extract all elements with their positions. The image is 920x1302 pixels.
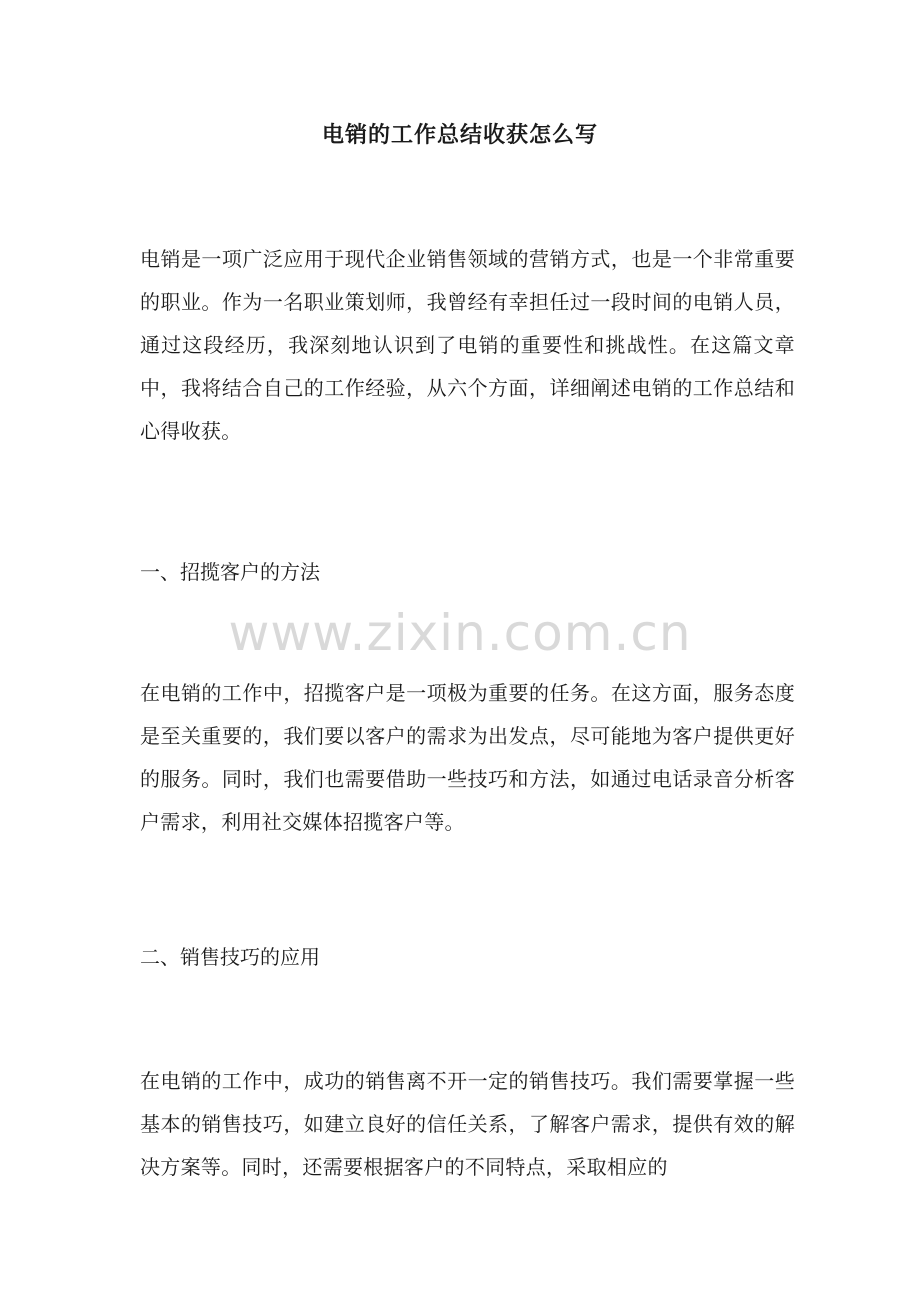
intro-paragraph: 电销是一项广泛应用于现代企业销售领域的营销方式，也是一个非常重要的职业。作为一名职业策划师，我曾经有幸担任过一段时间的电销人员，通过这段经历，我深刻地认识到了电销的重要性和挑战性。在这篇文章中，我将结合自己的工作经验，从六个方面，详细阐述电销的工作总结和心得收获。 [140, 247, 795, 443]
watermark: www.zixin.com.cn [228, 604, 692, 662]
section-heading-1: 一、招揽客户的方法 [140, 560, 320, 584]
page-title: 电销的工作总结收获怎么写 [321, 123, 598, 148]
section-heading-2: 二、销售技巧的应用 [140, 945, 320, 969]
section-body-2: 在电销的工作中，成功的销售离不开一定的销售技巧。我们需要掌握一些基本的销售技巧，如建立良好的信任关系，了解客户需求，提供有效的解决方案等。同时，还需要根据客户的不同特点，采取相应的 [140, 1069, 795, 1179]
section-body-1: 在电销的工作中，招揽客户是一项极为重要的任务。在这方面，服务态度是至关重要的，我们要以客户的需求为出发点，尽可能地为客户提供更好的服务。同时，我们也需要借助一些技巧和方法，如通过电话录音分析客户需求，利用社交媒体招揽客户等。 [140, 681, 795, 834]
